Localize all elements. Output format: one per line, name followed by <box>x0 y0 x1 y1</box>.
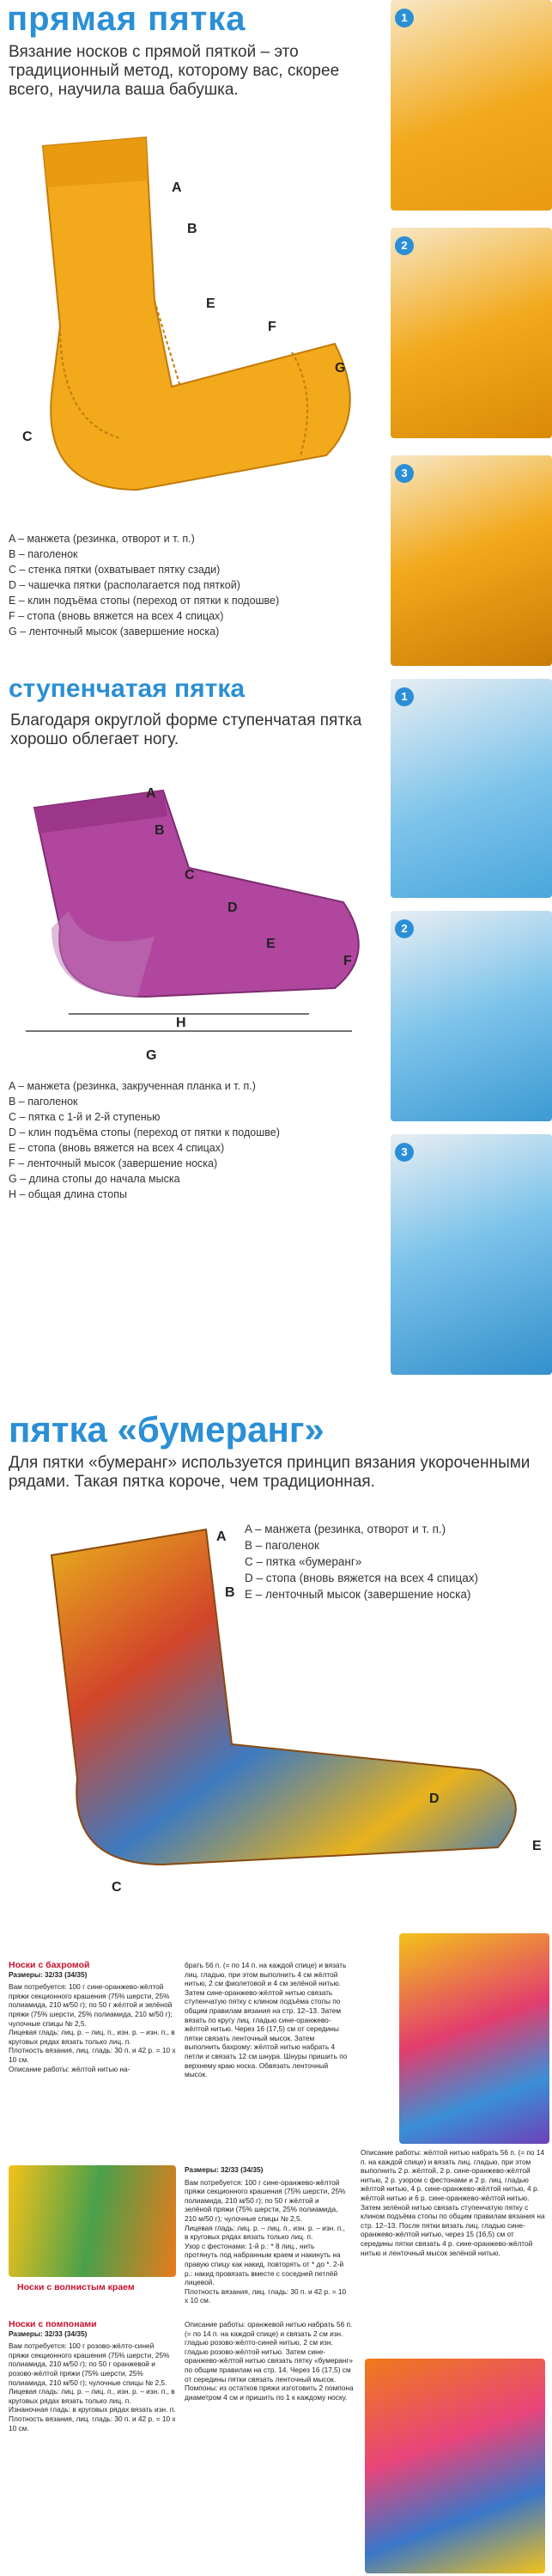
step-number: 2 <box>395 919 414 938</box>
pattern-body: Вам потребуется: 100 г сине-оранжево-жёлтой пряжи секционного крашения (75% шерсти, 25% полиамида, 210 м/50 г); по 50 г жёлтой и зелёной пряжи (75% шерсти, 25% полиамида, 210 м/50 г); чулочные спицы № 2,5. Лицевая гладь: лиц. р. – лиц. п., изн. р. – изн. п., в круговых рядах вязать только лиц. п. Узор с фестонами: 1-й р.: * 8 лиц., нить протянуть под набранным краем и накинуть на правую спицу как накид, повторять от * до *. 2-й р.: накид провязать вместе с соседней петлёй лицевой. Плотность вязания, лиц. гладь: 30 п. и 42 р. = 10 х 10 см. <box>185 2177 347 2305</box>
legend-item: D – клин подъёма стопы (переход от пятки к подошве) <box>9 1126 280 1138</box>
section1-legend <box>9 531 386 639</box>
wavy-edge-socks-photo <box>9 2165 176 2277</box>
pattern-title: Носки с помпонами <box>9 2319 97 2329</box>
label-d: D <box>227 900 238 915</box>
step-number: 1 <box>395 687 414 706</box>
label-c: C <box>22 430 33 444</box>
step-photo-1 <box>391 0 552 211</box>
straight-heel-sock-illustration <box>9 129 361 507</box>
label-a: A <box>216 1529 227 1544</box>
label-d: D <box>429 1792 440 1806</box>
pattern-body: Вам потребуется: 100 г розово-жёлто-синей пряжи секционного крашения (75% шерсти, 25% полиамида, 210 м/50 г); по 50 г оранжевой и розово-жёлтой пряжи (75% шерсти, 25% полиамида, 210 м/50 г); чулочные спицы № 2,5. Лицевая гладь: лиц. р. – лиц. п., изн. р. – изн. п., в круговых рядах вязать только лиц. п. Изнаночная гладь: в круговых рядах вязать изн. п. Плотность вязания, лиц. гладь: 30 п. и 42 р. = 10 х 10 см. <box>9 2341 176 2433</box>
pompom-socks-photo <box>365 2359 545 2573</box>
label-b: B <box>225 1585 235 1600</box>
legend-item: D – чашечка пятки (располагается под пяткой) <box>9 579 240 591</box>
section2-title: ступенчатая пятка <box>9 675 246 703</box>
stepped-heel-sock-illustration <box>17 782 361 1048</box>
pattern-sizes: Размеры: 32/33 (34/35) <box>9 2329 88 2338</box>
section2-intro: Благодаря округлой форме ступенчатая пятка хорошо облегает ногу. <box>10 711 362 748</box>
label-e: E <box>206 296 215 311</box>
step-photo-2 <box>391 911 552 1121</box>
legend-item: E – ленточный мысок (завершение носка) <box>245 1588 471 1601</box>
section3-title: пятка «бумеранг» <box>9 1409 325 1450</box>
label-e: E <box>532 1839 542 1853</box>
legend-item: A – манжета (резинка, закрученная планка и т. п.) <box>9 1080 256 1092</box>
legend-item: A – манжета (резинка, отворот и т. п.) <box>245 1523 446 1535</box>
label-b: B <box>155 823 165 838</box>
section2-legend <box>9 1078 386 1202</box>
step-photo-3 <box>391 455 552 666</box>
legend-item: G – длина стопы до начала мыска <box>9 1173 180 1185</box>
legend-item: G – ленточный мысок (завершение носка) <box>9 626 220 638</box>
label-b: B <box>187 222 197 236</box>
legend-item: C – пятка с 1-й и 2-й ступенью <box>9 1111 161 1123</box>
section1-intro: Вязание носков с прямой пяткой – это традиционный метод, которому вас, скорее всего, научила ваша бабушка. <box>9 43 340 99</box>
label-f: F <box>268 320 276 334</box>
pattern-fringe <box>9 1961 176 2073</box>
step-photo-3 <box>391 1134 552 1375</box>
legend-item: B – паголенок <box>9 548 78 560</box>
pattern-title: Носки с волнистым краем <box>17 2282 135 2292</box>
pattern-title: Носки с бахромой <box>9 1960 90 1970</box>
legend-item: A – манжета (резинка, отворот и т. п.) <box>9 533 195 545</box>
pattern-pompom <box>9 2320 176 2433</box>
boomerang-heel-sock-illustration <box>34 1521 549 1882</box>
step-number: 2 <box>395 236 414 255</box>
label-g: G <box>146 1048 157 1063</box>
step-number: 3 <box>395 464 414 483</box>
legend-item: D – стопа (вновь вяжется на всех 4 спицах) <box>245 1572 479 1584</box>
section1-title: прямая пятка <box>7 0 246 38</box>
legend-item: B – паголенок <box>9 1096 78 1108</box>
legend-item: C – пятка «бумеранг» <box>245 1555 362 1568</box>
pattern-fringe-continued: брать 56 п. (= по 14 п. на каждой спице) и вязать лиц. гладью, при этом выполнить 4 см жёлтой нитью, 2 см фиолетовой и 4 см зелёной нитью. Затем сине-оранжево-жёлтой нитью связать ступенчатую пятку с клином подъёма стопы по общим правилам вязания на стр. 12–13. Затем вязать по кругу лиц. гладью сине-оранжево-жёлтой нитью. Через 16 (17,5) см от середины пятки связать ленточный мысок. Затем выполнить бахрому: жёлтой нитью набрать 4 петли и связать 12 см шнура. Шнуры пришить по верхнему краю носка. Обвязать ленточный мысок. <box>185 1961 348 2079</box>
legend-item: B – паголенок <box>245 1539 319 1552</box>
step-number: 3 <box>395 1143 414 1162</box>
label-f: F <box>343 954 352 968</box>
legend-item: H – общая длина стопы <box>9 1188 127 1200</box>
pattern-pompom-description: Описание работы: оранжевой нитью набрать 56 п. (= по 14 п. на каждой спице) и связать 2 см изн. гладью розово-жёлто-синей нитью, 2 см изн. гладью розово-жёлтой нитью. Затем сине-оранжево-жёлтой нитью связать пятку «бумеранг» по общим правилам на стр. 14. Через 16 (17,5) см от середины пятки связать ленточный мысок. Помпоны: из остатков пряжи изготовить 2 помпона диаметром 4 см и пришить по 1 к каждому носку. <box>185 2320 354 2402</box>
label-g: G <box>335 361 346 375</box>
label-a: A <box>146 786 156 801</box>
step-photo-1 <box>391 679 552 898</box>
label-c: C <box>112 1880 122 1895</box>
pattern-body: Вам потребуется: 100 г сине-оранжево-жёлтой пряжи секционного крашения (75% шерсти, 25% полиамида, 210 м/50 г); по 50 г жёлтой и зелёной пряжи (75% шерсти, 25% полиамида, 210 м/50 г); чулочные спицы № 2,5. Лицевая гладь: лиц. р. – лиц. п., изн. р. – изн. п., в круговых рядах вязать только лиц. п. Плотность вязания, лиц. гладь: 30 п. и 42 р. = 10 х 10 см. Описание работы: жёлтой нитью на- <box>9 1982 176 2073</box>
label-h: H <box>176 1016 186 1030</box>
pattern-sizes: Размеры: 32/33 (34/35) <box>9 1969 88 1979</box>
legend-item: C – стенка пятки (охватывает пятку сзади) <box>9 564 221 576</box>
label-a: A <box>172 180 182 195</box>
label-e: E <box>266 937 276 951</box>
pattern-sizes: Размеры: 32/33 (34/35) <box>185 2165 264 2174</box>
step-number: 1 <box>395 9 414 27</box>
legend-item: F – ленточный мысок (завершение носка) <box>9 1157 218 1169</box>
section3-intro: Для пятки «бумеранг» используется принцип вязания укороченными рядами. Такая пятка короче, чем традиционная. <box>9 1454 531 1491</box>
legend-item: E – клин подъёма стопы (переход от пятки к подошве) <box>9 595 280 607</box>
step-photo-2 <box>391 228 552 438</box>
legend-item: E – стопа (вновь вяжется на всех 4 спицах) <box>9 1142 225 1154</box>
label-c: C <box>185 868 195 882</box>
pattern-wavy-description: Описание работы: жёлтой нитью набрать 56 п. (= по 14 п. на каждой спице) и вязать лиц. гладью, при этом выполнить 2 р. жёлтой, 2 р. сине-оранжево-жёлтой нитью, 2 р. узором с фестонами и 2 р. лиц. гладью жёлтой нитью, 4 р. сине-оранжево-жёлтой нитью, 4 р. жёлтой нитью и 6 р. сине-оранжево-жёлтой нитью. Затем зелёной нитью связать ступенчатую пятку с клином подъёма стопы по общим правилам вязания на стр. 12–13. После пятки вязать лиц. гладью сине-оранжево-жёлтой нитью, через 15 (16,5) см от середины пятки связать 4 р. сине-оранжево-жёлтой нитью и ленточный мысок зелёной нитью. <box>361 2148 545 2257</box>
pattern-wavy <box>185 2165 348 2305</box>
legend-item: F – стопа (вновь вяжется на всех 4 спицах) <box>9 610 224 622</box>
fringe-socks-photo <box>399 1933 549 2144</box>
